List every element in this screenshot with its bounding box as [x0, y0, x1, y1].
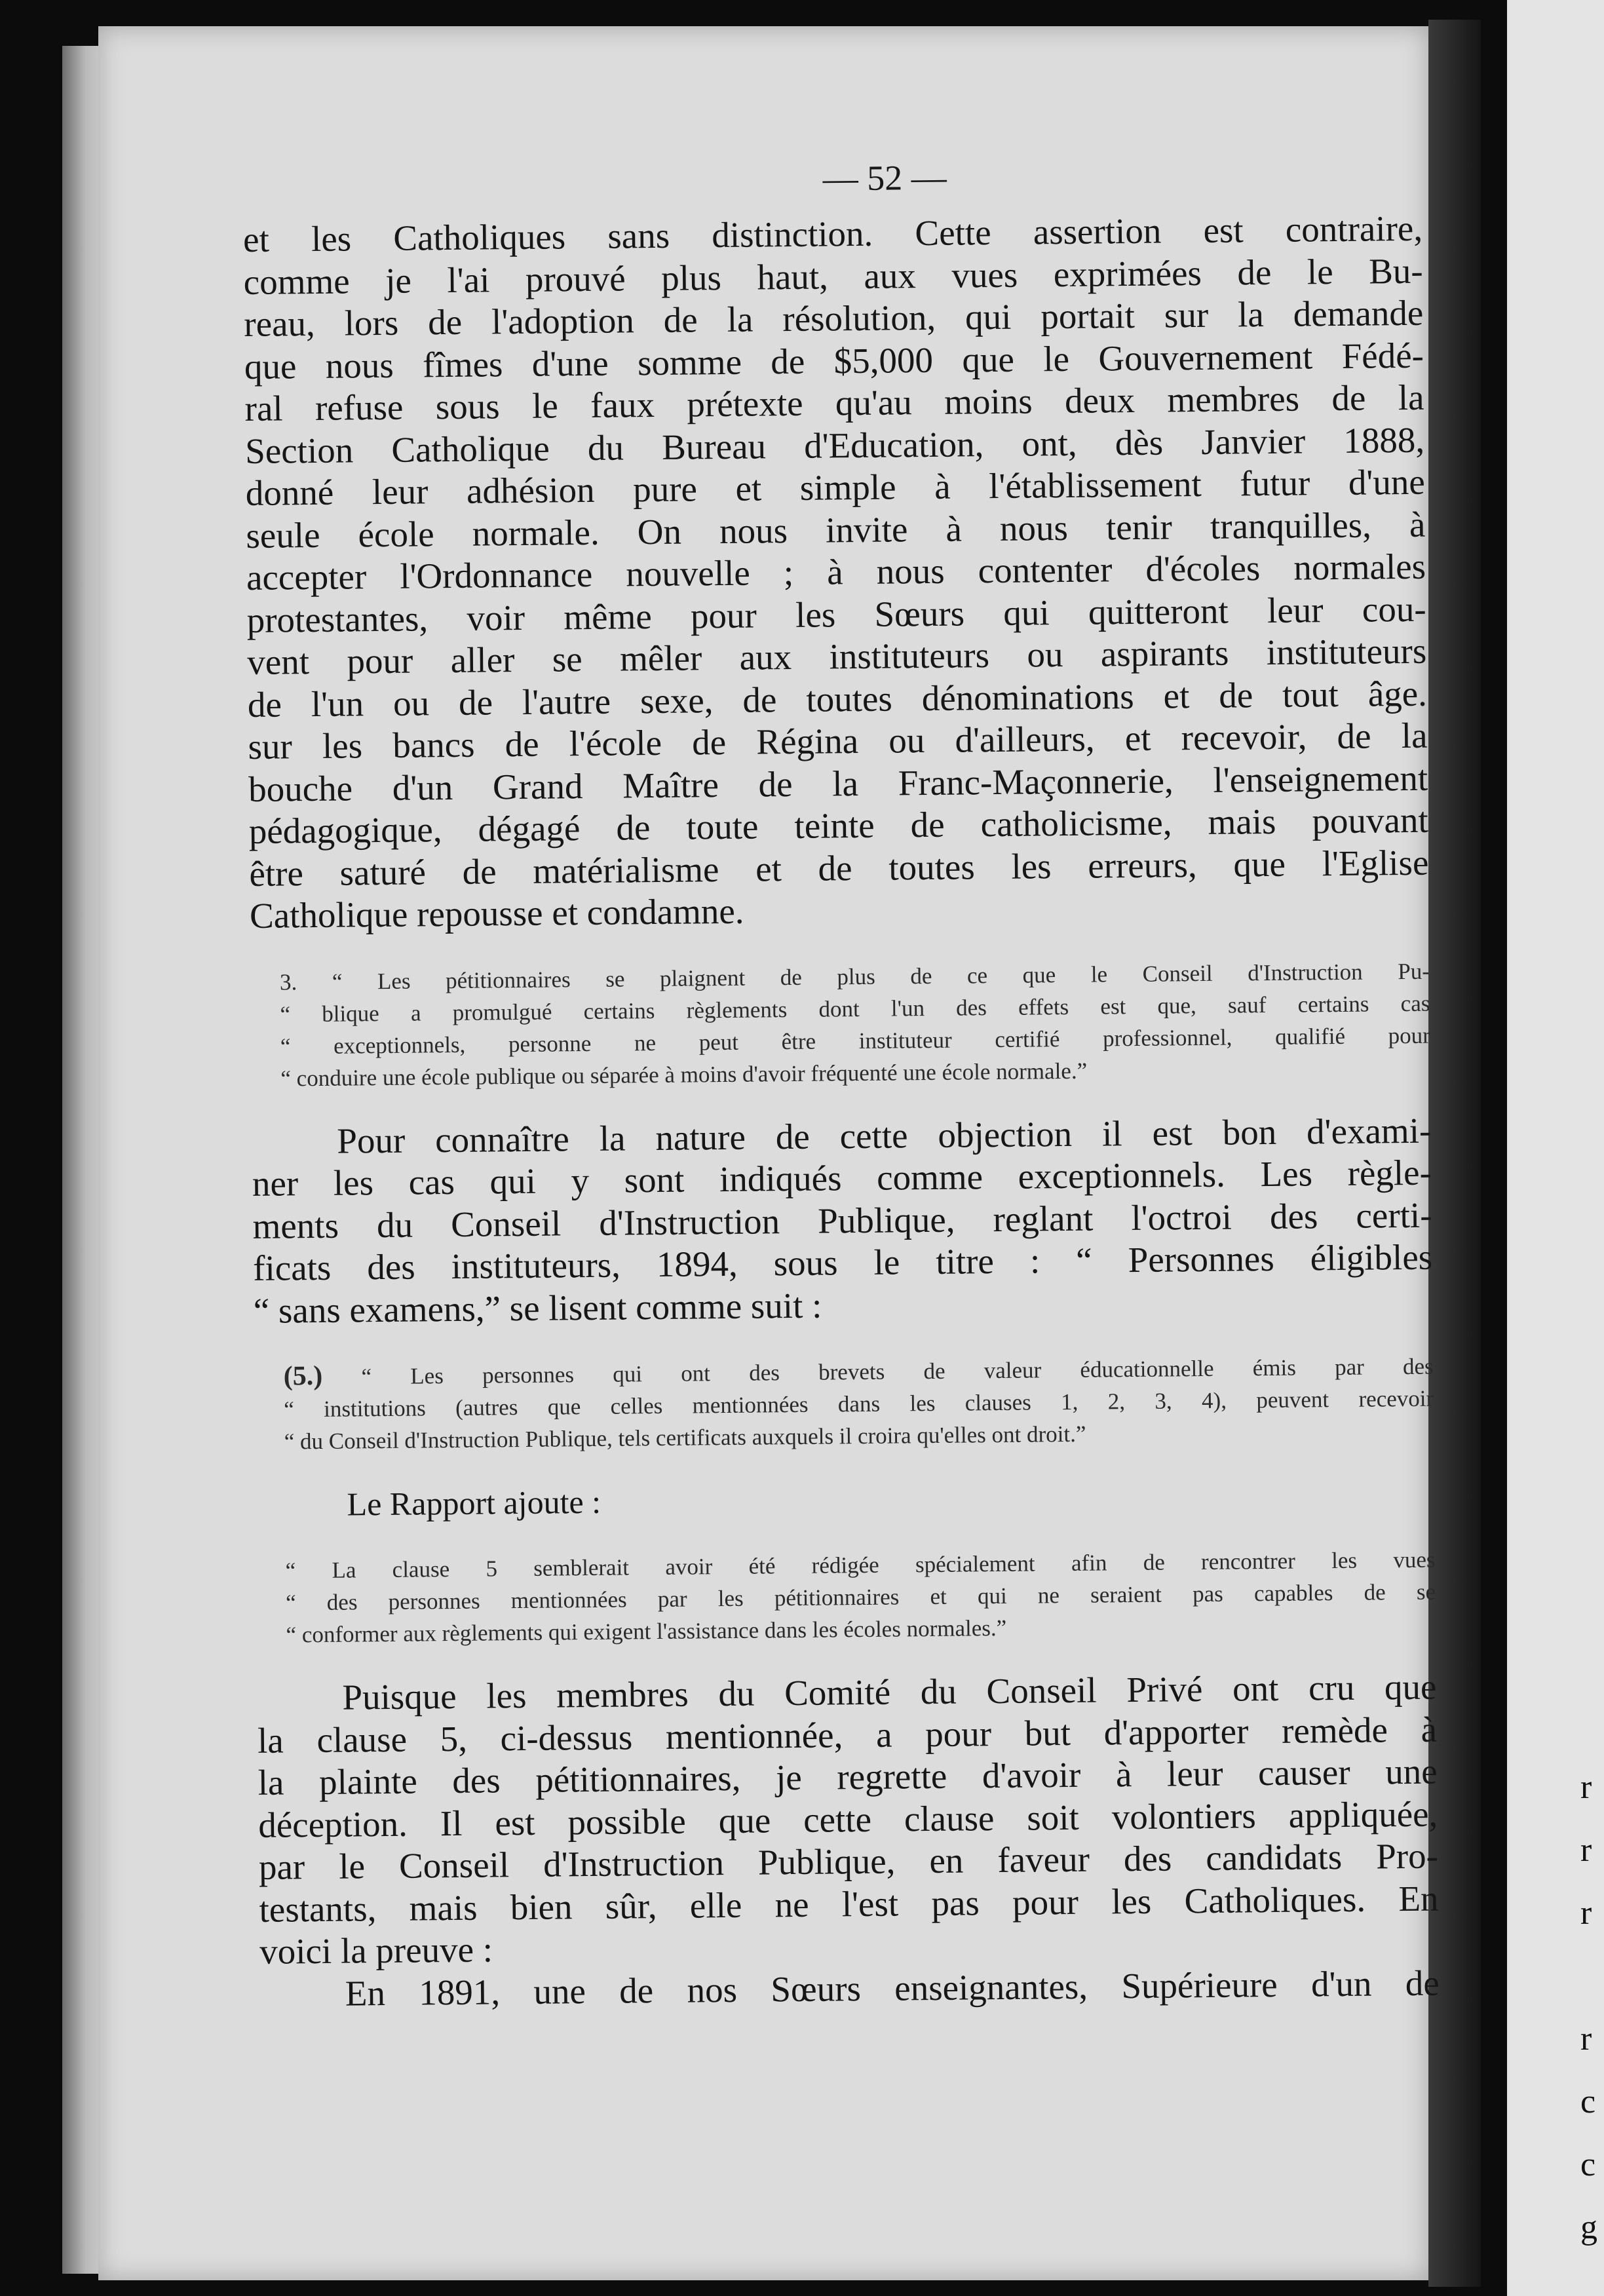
text-line: protestantes, voir même pour les Sœurs qui quitteront leur cou-	[246, 588, 1426, 640]
text-line: de l'un ou de l'autre sexe, de toutes dénominations et de tout âge.	[247, 673, 1428, 725]
text-line: pédagogique, dégagé de toute teinte de catholicisme, mais pouvant	[248, 799, 1428, 851]
text-line: Puisque les membres du Comité du Conseil Privé ont cru que	[342, 1666, 1437, 1717]
quote-line: “ exceptionnels, personne ne peut être instituteur certifié professionnel, qualifié pour	[280, 1022, 1431, 1060]
text-line: être saturé de matérialisme et de toutes les erreurs, que l'Eglise	[249, 842, 1429, 894]
text-line: Catholique repousse et condamne.	[249, 890, 744, 936]
paragraph-1	[243, 208, 1429, 938]
page-number: — 52 —	[822, 157, 947, 199]
text-line: comme je l'ai prouvé plus haut, aux vues exprimées de le Bu-	[243, 250, 1423, 302]
text-line: sur les bancs de l'école de Régina ou d'ailleurs, et recevoir, de la	[248, 715, 1428, 767]
text-line: ficats des instituteurs, 1894, sous le titre : “ Personnes éligibles	[252, 1236, 1433, 1288]
quote-line: “ du Conseil d'Instruction Publique, tels certificats auxquels il croira qu'elles ont droit.”	[284, 1421, 1086, 1455]
quote-line: “ La clause 5 semblerait avoir été rédigée spécialement afin de rencontrer les vues	[285, 1546, 1436, 1584]
text-line: ner les cas qui y sont indiqués comme exceptionnels. Les règle-	[252, 1152, 1432, 1204]
report-heading: Le Rapport ajoute :	[347, 1483, 602, 1523]
quote-line: “ des personnes mentionnées par les pétitionnaires et qui ne seraient pas capables de se	[285, 1578, 1436, 1616]
quote-line: 3. “ Les pétitionnaires se plaignent de plus de ce que le Conseil d'Instruction Pu-	[279, 958, 1430, 995]
quote-line: “ conformer aux règlements qui exigent l'assistance dans les écoles normales.”	[286, 1615, 1007, 1648]
text-line: Section Catholique du Bureau d'Education, ont, dès Janvier 1888,	[244, 419, 1425, 471]
text-line: la clause 5, ci-dessus mentionnée, a pour but d'apporter remède à	[257, 1709, 1438, 1761]
paragraph-2	[252, 1109, 1433, 1332]
text-line: reau, lors de l'adoption de la résolution, qui portait sur la demande	[244, 292, 1424, 344]
text-line: et les Catholiques sans distinction. Cette assertion est contraire,	[242, 208, 1423, 259]
text-line: que nous fîmes d'une somme de $5,000 que le Gouvernement Fédé-	[244, 335, 1424, 387]
text-line: ments du Conseil d'Instruction Publique, reglant l'octroi des certi-	[252, 1195, 1432, 1246]
quote-line: “ blique a promulgué certains règlements dont l'un des effets est que, sauf certains cas	[280, 990, 1430, 1027]
page-text-block	[242, 153, 1440, 2016]
text-line: “ sans examens,” se lisent comme suit :	[253, 1285, 822, 1331]
quotation-clause-5	[284, 1350, 1434, 1458]
paragraph-3	[257, 1666, 1439, 1974]
quotation-petition-article-3	[280, 955, 1431, 1094]
text-line: par le Conseil d'Instruction Publique, en faveur des candidats Pro-	[258, 1835, 1439, 1887]
clause-number: (5.)	[283, 1360, 323, 1392]
text-line: Pour connaître la nature de cette objection il est bon d'exami-	[337, 1110, 1432, 1161]
text-line: donné leur adhésion pure et simple à l'établissement futur d'une	[245, 461, 1426, 513]
text-line: seule école normale. On nous invite à nous tenir tranquilles, à	[246, 504, 1426, 556]
text-line: testants, mais bien sûr, elle ne l'est pas pour les Catholiques. En	[259, 1878, 1439, 1930]
text-line: ral refuse sous le faux prétexte qu'au moins deux membres de la	[244, 377, 1424, 429]
adjacent-page-text-fragment: r r r r c c g	[1580, 1769, 1597, 2246]
text-line: déception. Il est possible que cette clause soit volontiers appliquée,	[258, 1793, 1438, 1845]
text-line: vent pour aller se mêler aux instituteurs ou aspirants instituteurs	[247, 630, 1427, 682]
quote-line: “ institutions (autres que celles mentionnées dans les clauses 1, 2, 3, 4), peuvent recevoir	[284, 1385, 1434, 1423]
quote-line-text: “ Les personnes qui ont des brevets de valeur éducationnelle émis par des	[322, 1353, 1434, 1390]
quotation-report	[285, 1544, 1436, 1651]
text-line: la plainte des pétitionnaires, je regrette d'avoir à leur causer une	[258, 1751, 1438, 1803]
text-line: bouche d'un Grand Maître de la Franc-Maçonnerie, l'enseignement	[248, 757, 1428, 809]
text-line: voici la preuve :	[259, 1929, 493, 1972]
quote-line: “ conduire une école publique ou séparée à moins d'avoir fréquenté une école normale.”	[280, 1058, 1088, 1092]
text-line: accepter l'Ordonnance nouvelle ; à nous contenter d'écoles normales	[246, 546, 1426, 598]
text-line: En 1891, une de nos Sœurs enseignantes, Supérieure d'un de	[345, 1962, 1440, 2014]
